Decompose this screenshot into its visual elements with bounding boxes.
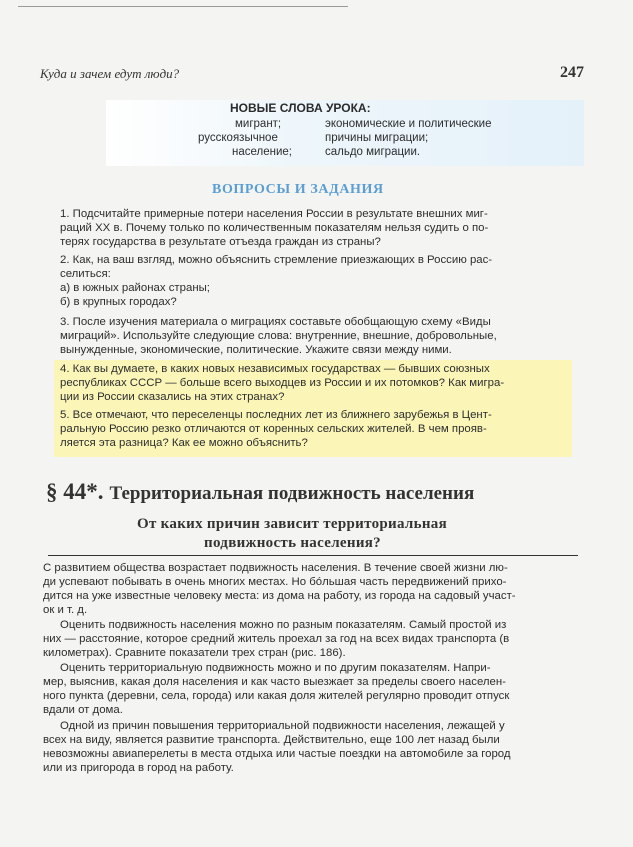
body-line: Оценить подвижность населения можно по разным показателям. Самый простой из: [60, 619, 507, 631]
body-line: невозможны авиаперелеты в места отдыха или частые поездки на автомобиле за город: [43, 748, 511, 760]
body-line: или из пригорода в город на работу.: [43, 762, 234, 774]
new-word: русскоязычное: [198, 132, 278, 144]
questions-heading: ВОПРОСЫ И ЗАДАНИЯ: [212, 182, 384, 197]
question-line: 1. Подсчитайте примерные потери населения России в результате внешних миг-: [60, 208, 488, 220]
body-line: ного пункта (деревни, села, города) или какая доля жителей регулярно проводит отпуск: [43, 690, 510, 702]
section-rule: [48, 555, 578, 556]
body-line: всех на виду, является развитие транспорта. Действительно, еще 100 лет назад были: [43, 734, 500, 746]
new-word: причины миграции;: [325, 132, 429, 144]
body-line: них — расстояние, которое средний житель проехал за год на всех видах транспорта (в: [43, 633, 510, 645]
question-line: раций XX в. Почему только по количественным показателям нельзя судить о по-: [60, 222, 489, 234]
body-line: ок и т. д.: [43, 604, 88, 616]
question-line: 4. Как вы думаете, в каких новых независимых государствах — бывших союзных: [60, 363, 490, 375]
top-rule: [18, 6, 348, 7]
question-line: миграций». Используйте следующие слова: внутренние, внешние, добровольные,: [60, 330, 497, 342]
question-line: 3. После изучения материала о миграциях составьте обобщающую схему «Виды: [60, 316, 491, 328]
section-title: Территориальная подвижность населения: [109, 483, 475, 504]
question-line: селиться:: [60, 268, 111, 280]
section-number: § 44*.: [46, 479, 104, 504]
section-subtitle: От каких причин зависит территориальная: [137, 516, 447, 532]
new-word: сальдо миграции.: [325, 146, 421, 158]
body-line: Оценить территориальную подвижность можно и по другим показателям. Напри-: [60, 662, 491, 674]
section-heading: [46, 479, 474, 505]
section-subtitle: подвижность населения?: [204, 535, 381, 551]
question-line: терях государства в результате отъезда граждан из страны?: [60, 236, 381, 248]
new-word: экономические и политические: [325, 118, 492, 130]
question-line: ции из России сказались на этих странах?: [60, 391, 285, 403]
question-line: 5. Все отмечают, что переселенцы последних лет из ближнего зарубежья в Цент-: [60, 409, 492, 421]
question-line: б) в крупных городах?: [60, 296, 177, 308]
question-line: а) в южных районах страны;: [60, 282, 210, 294]
question-line: ральную Россию резко отличаются от коренных сельских жителей. В чем прояв-: [60, 423, 487, 435]
running-header: Куда и зачем едут люди?: [40, 66, 180, 81]
question-line: ляется эта разница? Как ее можно объяснить?: [60, 437, 308, 449]
question-line: республиках СССР — больше всего выходцев из России и их потомков? Как мигра-: [60, 377, 505, 389]
body-line: дится на уже известные человеку места: из дома на работу, из города на садовый участ-: [43, 590, 516, 602]
body-line: ди успевают побывать в очень многих местах. Но бóльшая часть передвижений прихо-: [43, 576, 507, 588]
new-word: население;: [232, 146, 292, 158]
body-line: С развитием общества возрастает подвижность населения. В течение своей жизни лю-: [43, 562, 508, 574]
body-line: вдали от дома.: [43, 704, 123, 716]
new-words-title: НОВЫЕ СЛОВА УРОКА:: [230, 101, 371, 115]
new-word: мигрант;: [235, 118, 282, 130]
page-number: 247: [560, 64, 584, 81]
question-line: вынужденные, экономические, политические. Укажите связи между ними.: [60, 344, 452, 356]
question-line: 2. Как, на ваш взгляд, можно объяснить стремление приезжающих в Россию рас-: [60, 254, 493, 266]
body-line: мер, выяснив, какая доля населения и как часто выезжает за пределы своего населен-: [43, 676, 506, 688]
body-line: километрах). Сравните показатели трех стран (рис. 186).: [43, 647, 346, 659]
body-line: Одной из причин повышения территориальной подвижности населения, лежащей у: [60, 720, 505, 732]
